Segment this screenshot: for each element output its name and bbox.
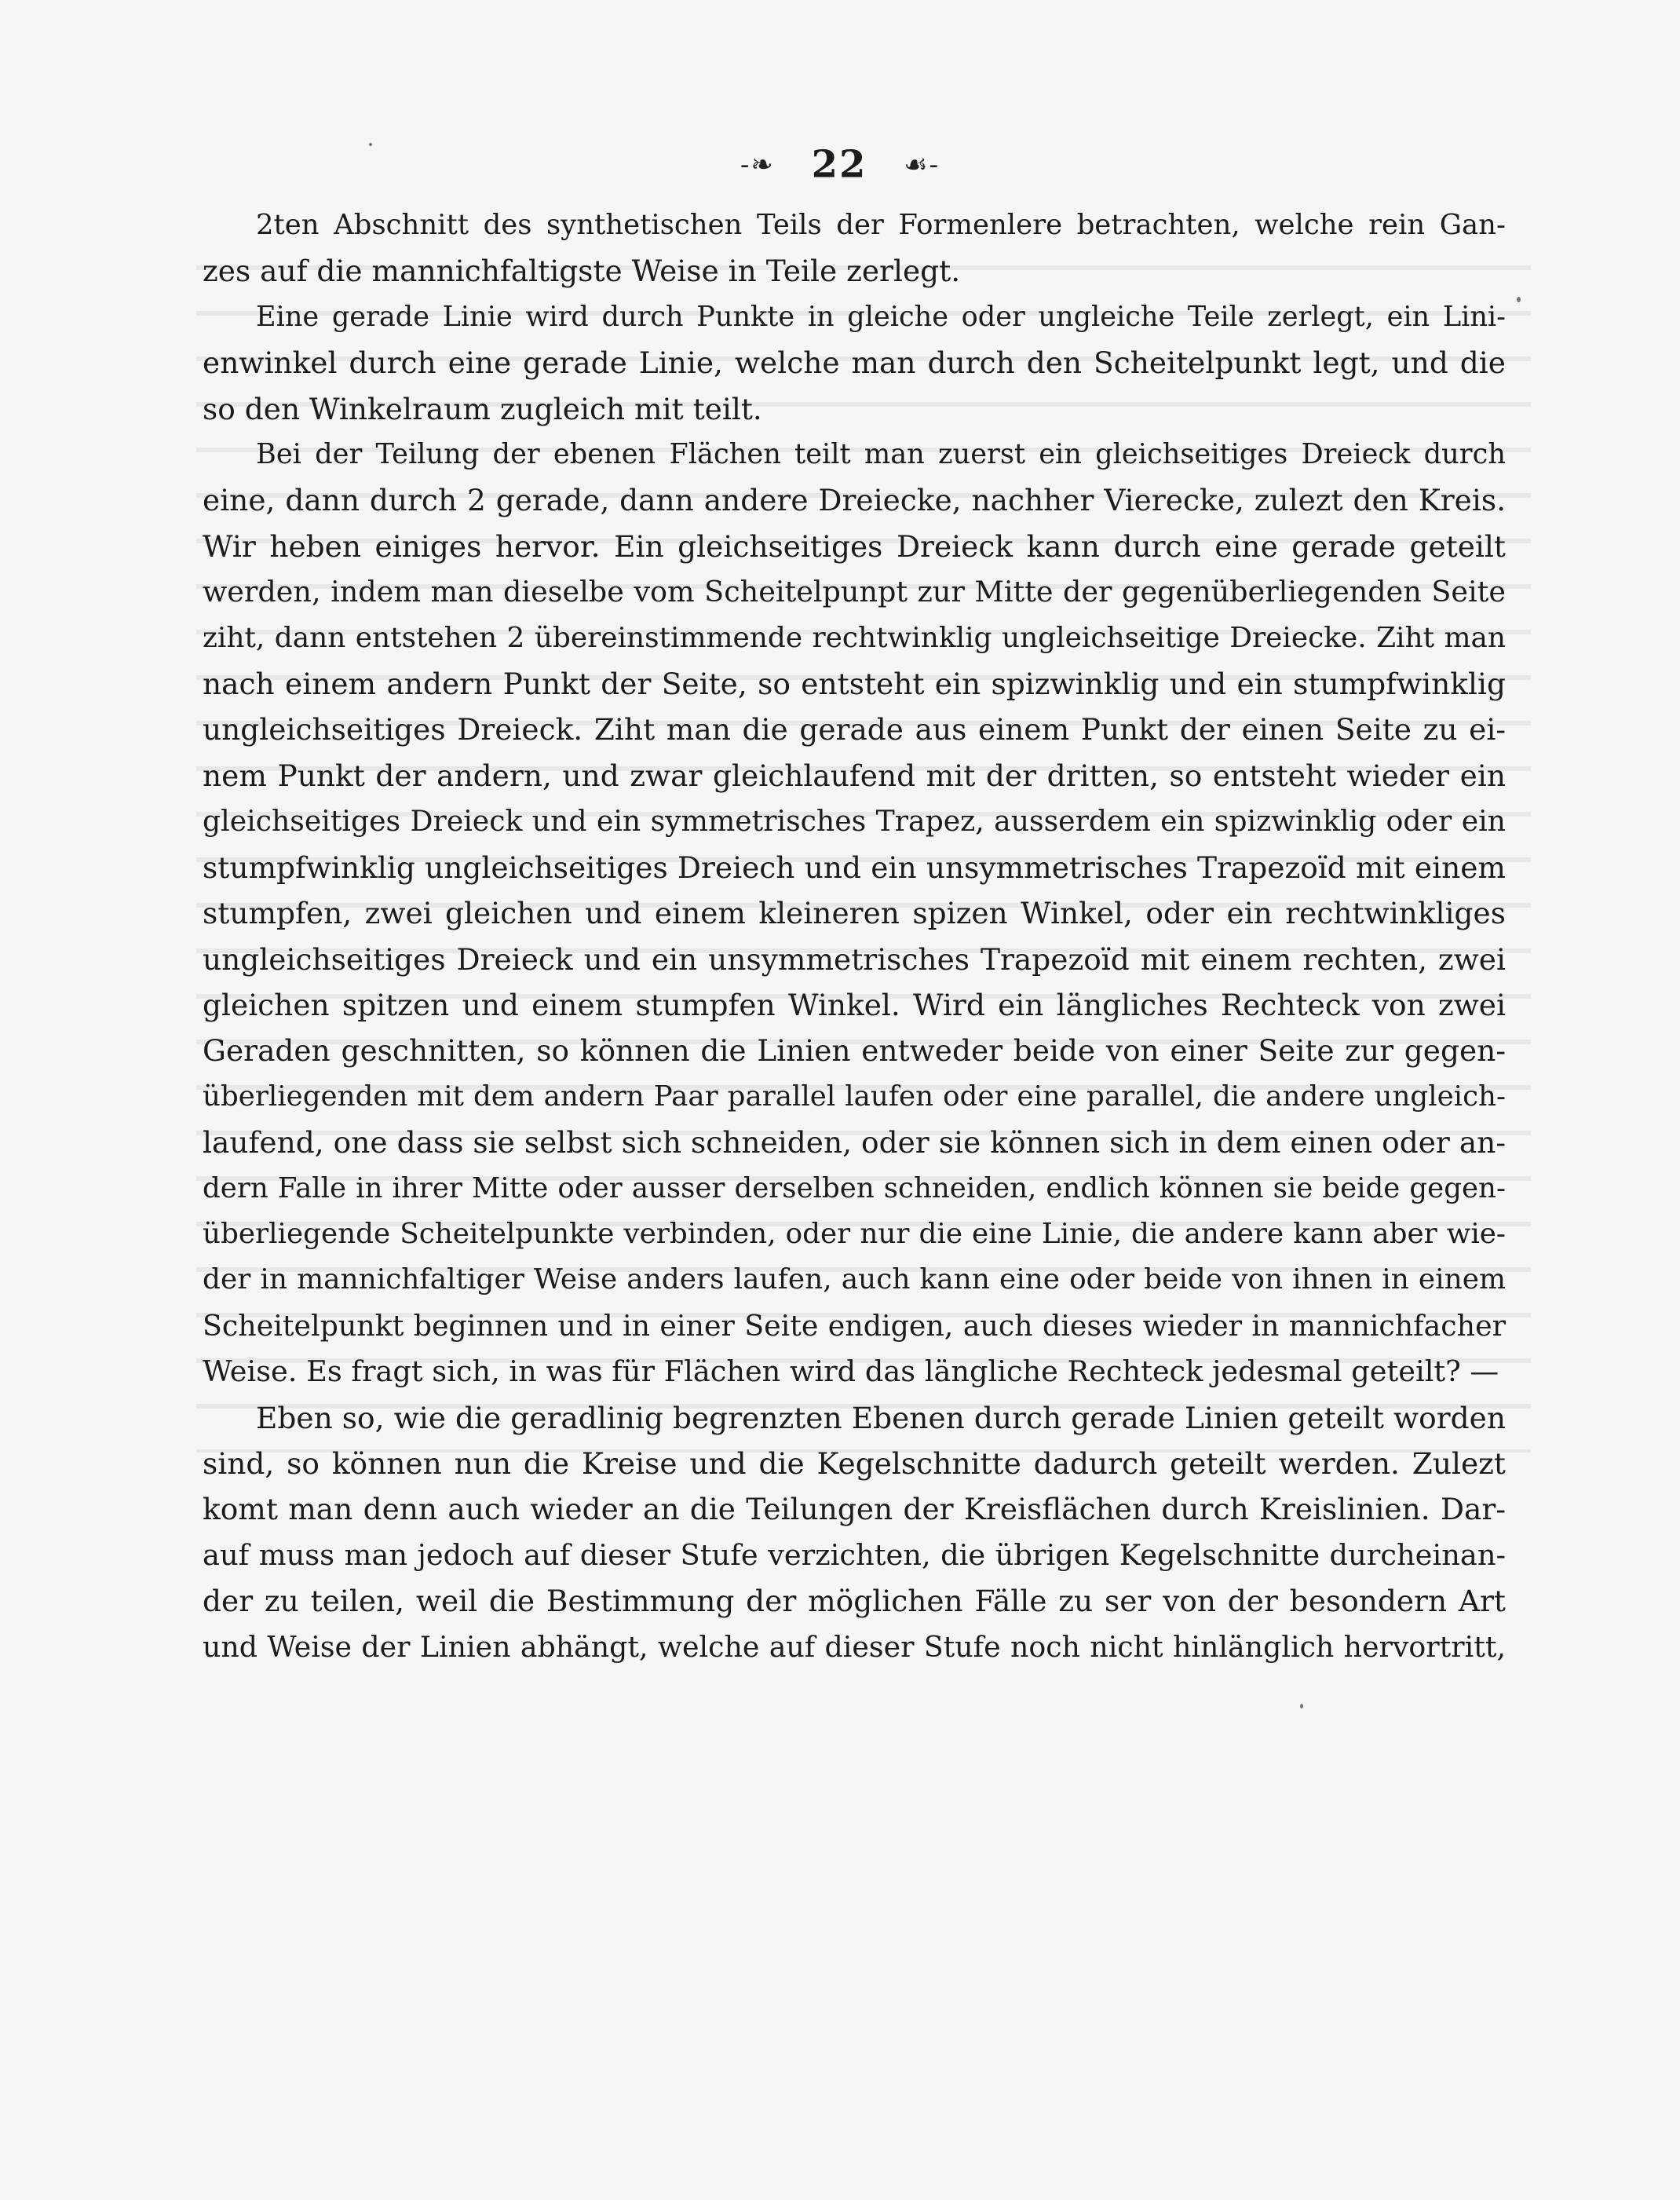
text-line: Wir heben einiges hervor. Ein gleichseitiges Dreieck kann durch eine gerade geteilt [203, 528, 1506, 564]
left-ornament-icon: -❧ [740, 148, 775, 181]
paper-speck [369, 143, 372, 146]
text-line: der zu teilen, weil die Bestimmung der möglichen Fälle zu ser von der besondern Art [203, 1584, 1506, 1619]
text-line: enwinkel durch eine gerade Linie, welche man durch den Scheitelpunkt legt, und die [203, 345, 1506, 381]
text-line: werden, indem man dieselbe vom Scheitelpunpt zur Mitte der gegenüberliegenden Seite [203, 575, 1506, 609]
text-line: Geraden geschnitten, so können die Linien entweder beide von einer Seite zur gegen- [203, 1033, 1506, 1069]
text-line: überliegende Scheitelpunkte verbinden, oder nur die eine Linie, die andere kann aber wie- [203, 1217, 1506, 1250]
page-header [0, 140, 1680, 187]
text-line: laufend, one dass sie selbst sich schneiden, oder sie können sich in dem einen oder an- [203, 1125, 1506, 1160]
text-line: dern Falle in ihrer Mitte oder ausser derselben schneiden, endlich können sie beide gegen- [203, 1171, 1506, 1204]
paper-speck [1517, 297, 1521, 302]
text-line: Eine gerade Linie wird durch Punkte in gleiche oder ungleiche Teile zerlegt, ein Lini- [256, 300, 1506, 333]
body-text [203, 203, 1506, 1670]
text-line: auf muss man jedoch auf dieser Stufe verzichten, die übrigen Kegelschnitte durcheinan- [203, 1537, 1506, 1572]
text-line: 2ten Abschnitt des synthetischen Teils der Formenlere betrachten, welche rein Gan- [256, 209, 1506, 241]
text-line: gleichen spitzen und einem stumpfen Winkel. Wird ein längliches Rechteck von zwei [203, 987, 1506, 1022]
text-line: ungleichseitiges Dreieck. Ziht man die gerade aus einem Punkt der einen Seite zu ei- [203, 712, 1506, 747]
text-line: stumpfwinklig ungleichseitiges Dreiech und ein unsymmetrisches Trapezoïd mit einem [203, 850, 1506, 885]
page-number: 22 [811, 142, 867, 187]
text-line: nem Punkt der andern, und zwar gleichlaufend mit der dritten, so entsteht wieder ein [203, 758, 1506, 793]
paper-speck [1300, 1704, 1303, 1708]
right-ornament-icon: ☙- [904, 148, 940, 181]
text-line: ziht, dann entstehen 2 übereinstimmende rechtwinklig ungleichseitige Dreiecke. Ziht man [203, 621, 1506, 654]
text-line: Scheitelpunkt beginnen und in einer Seite endigen, auch dieses wieder in mannichfacher [203, 1308, 1506, 1343]
text-line: und Weise der Linien abhängt, welche auf dieser Stufe noch nicht hinlänglich hervortritt, [203, 1629, 1506, 1664]
text-line: komt man denn auch wieder an die Teilungen der Kreisflächen durch Kreislinien. Dar- [203, 1492, 1506, 1527]
text-line: überliegenden mit dem andern Paar parallel laufen oder eine parallel, die andere ungleich- [203, 1080, 1506, 1113]
text-line: so den Winkelraum zugleich mit teilt. [203, 391, 762, 426]
text-line: gleichseitiges Dreieck und ein symmetrisches Trapez, ausserdem ein spizwinklig oder ein [203, 804, 1506, 839]
text-line: zes auf die mannichfaltigste Weise in Teile zerlegt. [203, 254, 961, 289]
text-line: eine, dann durch 2 gerade, dann andere Dreiecke, nachher Vierecke, zulezt den Kreis. [203, 483, 1506, 518]
text-line: sind, so können nun die Kreise und die Kegelschnitte dadurch geteilt werden. Zulezt [203, 1445, 1506, 1481]
text-line: Bei der Teilung der ebenen Flächen teilt man zuerst ein gleichseitiges Dreieck durch [256, 438, 1506, 471]
text-line: nach einem andern Punkt der Seite, so entsteht ein spizwinklig und ein stumpfwinklig [203, 667, 1506, 702]
text-line: der in mannichfaltiger Weise anders laufen, auch kann eine oder beide von ihnen in einem [203, 1263, 1506, 1296]
text-line: Weise. Es fragt sich, in was für Flächen wird das längliche Rechteck jedesmal geteilt? — [203, 1354, 1499, 1389]
text-line: ungleichseitiges Dreieck und ein unsymmetrisches Trapezoïd mit einem rechten, zwei [203, 941, 1506, 977]
text-line: Eben so, wie die geradlinig begrenzten Ebenen durch gerade Linien geteilt worden [256, 1400, 1506, 1435]
text-line: stumpfen, zwei gleichen und einem kleineren spizen Winkel, oder ein rechtwinkliges [203, 896, 1506, 931]
